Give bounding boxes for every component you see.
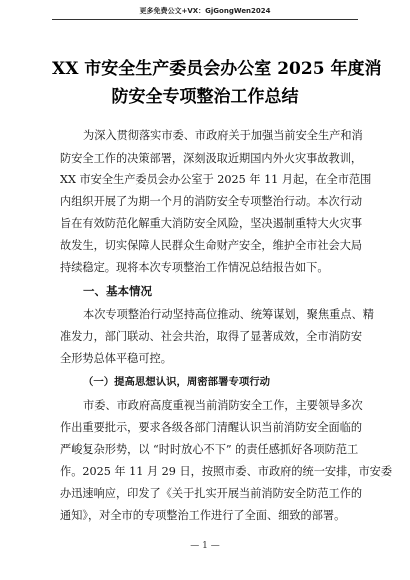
- intro-paragraph-line: 持续稳定。现将本次专项整治工作情况总结报告如下。: [60, 261, 329, 274]
- page-number: — 1 —: [190, 541, 220, 551]
- header-divider: [52, 19, 358, 20]
- intro-paragraph-line: 故发生，切实保障人民群众生命财产安全，维护全市社会大局: [60, 239, 363, 252]
- intro-paragraph-line: 内组织开展了为期一个月的消防安全专项整治行动。本次行动: [60, 195, 363, 208]
- intro-paragraph-line: 旨在有效防范化解重大消防安全风险，坚决遏制重特大火灾事: [60, 217, 363, 230]
- intro-paragraph-line: 防安全工作的决策部署，深刻汲取近期国内外火灾事故教训，: [60, 152, 363, 165]
- subsection-paragraph-line: 通知》，对全市的专项整治工作进行了全面、细致的部署。: [60, 509, 346, 522]
- subsection-paragraph-line: 作。2025 年 11 月 29 日，按照市委、市政府的统一安排，市安委: [60, 465, 393, 478]
- section-heading-basic-situation: 一、基本情况: [83, 284, 152, 298]
- intro-paragraph-line: XX 市安全生产委员会办公室于 2025 年 11 月起，在全市范围: [60, 173, 372, 186]
- subsection-heading: （一）提高思想认识，周密部署专项行动: [83, 376, 271, 388]
- section-paragraph-line: 准发力，部门联动、社会共治，取得了显著成效，全市消防安: [60, 330, 363, 343]
- subsection-paragraph-line: 办迅速响应，印发了《关于扎实开展当前消防安全防范工作的: [60, 487, 363, 500]
- subsection-paragraph-line: 作出重要批示，要求各级各部门清醒认识当前消防安全面临的: [60, 421, 363, 434]
- document-title-line-1: XX 市安全生产委员会办公室 2025 年度消: [52, 59, 382, 79]
- intro-paragraph-line: 为深入贯彻落实市委、市政府关于加强当前安全生产和消: [83, 129, 363, 142]
- header-note: 更多免费公文+VX：GjGongWen2024: [139, 7, 271, 15]
- section-paragraph-line: 全形势总体平稳可控。: [60, 352, 172, 365]
- subsection-paragraph-line: 市委、市政府高度重视当前消防安全工作，主要领导多次: [83, 399, 363, 412]
- section-paragraph-line: 本次专项整治行动坚持高位推动、统筹谋划，聚焦重点、精: [83, 308, 374, 321]
- document-title-line-2: 防安全专项整治工作总结: [111, 87, 299, 107]
- subsection-paragraph-line: 严峻复杂形势，以 “时时放心不下” 的责任感抓好各项防范工: [60, 443, 359, 456]
